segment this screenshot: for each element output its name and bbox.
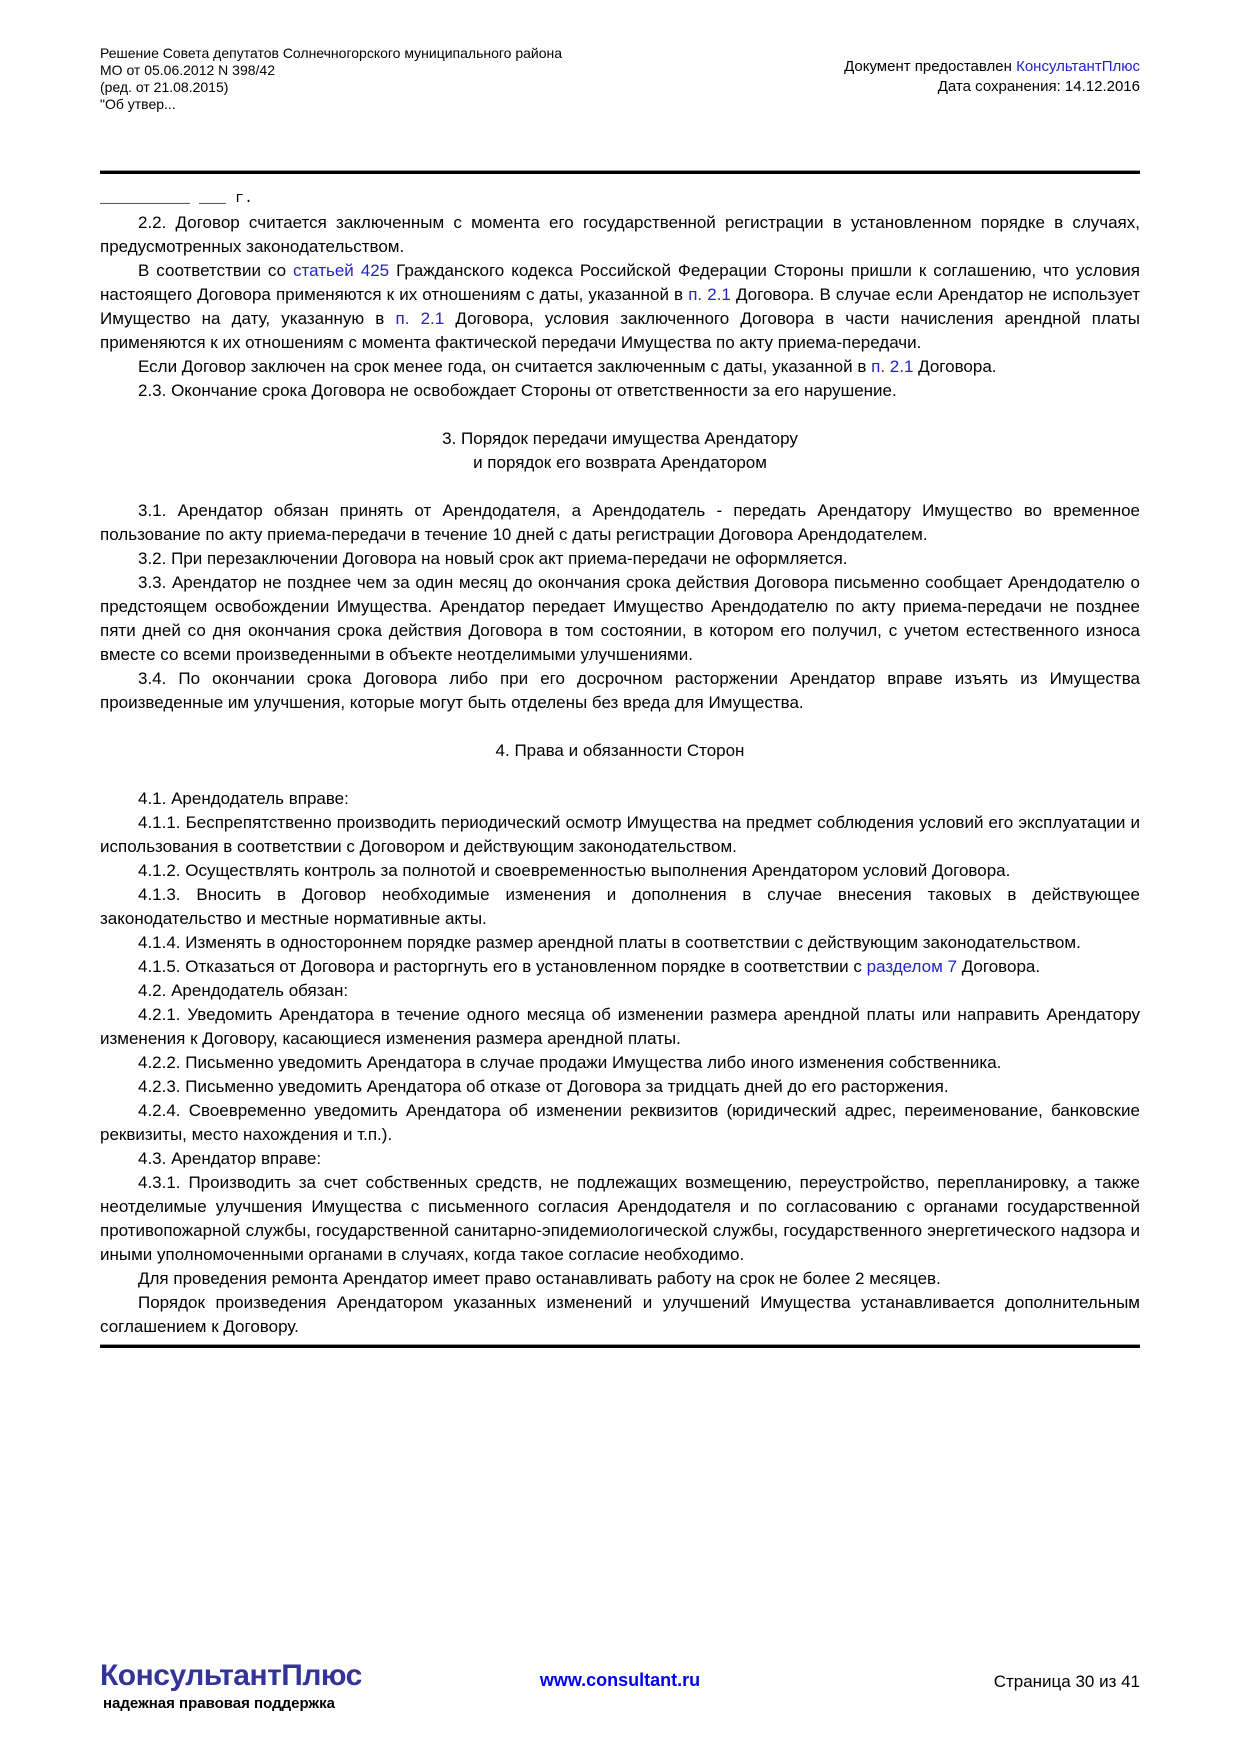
paragraph: 4.1.2. Осуществлять контроль за полнотой и своевременностью выполнения Арендатором условий Договора. xyxy=(138,861,1011,880)
doc-info-line: "Об утвер... xyxy=(100,96,176,112)
inline-link[interactable]: п. 2.1 xyxy=(688,285,731,304)
paragraph: 3.4. По окончании срока Договора либо при его досрочном расторжении Арендатор вправе изъять из Имущества произведенные им улучшения, которые могут быть отделены без вреда для Имущества. xyxy=(100,669,1140,712)
paragraph: 3.2. При перезаключении Договора на новый срок акт приема-передачи не оформляется. xyxy=(138,549,848,568)
logo-subtitle: надежная правовая поддержка xyxy=(103,1695,335,1712)
page-indicator: Страница 30 из 41 xyxy=(993,1672,1141,1691)
page-header xyxy=(100,45,1140,113)
footer-center xyxy=(447,1670,794,1712)
paragraph: Порядок произведения Арендатором указанных изменений и улучшений Имущества устанавливается дополнительным соглашением к Договору. xyxy=(100,1293,1140,1336)
doc-info-line: МО от 05.06.2012 N 398/42 xyxy=(100,62,275,78)
inline-link[interactable]: п. 2.1 xyxy=(871,357,914,376)
paragraph: 2.3. Окончание срока Договора не освобождает Стороны от ответственности за его нарушение. xyxy=(138,381,897,400)
inline-link[interactable]: статьей 425 xyxy=(293,261,390,280)
paragraph: 4.2. Арендодатель обязан: xyxy=(138,981,349,1000)
inline-link[interactable]: разделом 7 xyxy=(866,957,957,976)
doc-info-line: Решение Совета депутатов Солнечногорского муниципального района xyxy=(100,45,563,61)
logo-title: КонсультантПлюс xyxy=(100,1659,362,1692)
inline-link[interactable]: п. 2.1 xyxy=(395,309,445,328)
paragraph: 4.3. Арендатор вправе: xyxy=(138,1149,322,1168)
consultant-site-link[interactable]: www.consultant.ru xyxy=(539,1670,701,1690)
provided-by-line xyxy=(844,57,1140,77)
bottom-divider xyxy=(100,1344,1140,1348)
paragraph: Если Договор заключен на срок менее года, он считается заключенным с даты, указанной в п. 2.1 Договора. xyxy=(138,357,997,376)
paragraph: 4.1.4. Изменять в одностороннем порядке размер арендной платы в соответствии с действующим законодательством. xyxy=(138,933,1081,952)
paragraph: 4.3.1. Производить за счет собственных средств, не подлежащих возмещению, переустройство, перепланировку, а также неотделимые улучшения Имущества с письменного согласия Арендодателя и по согласованию с органами государственной противопожарной службы, государственной санитарно-эпидемиологической службы, государственного энергетического надзора и иными уполномоченными органами в случаях, когда такое согласие необходимо. xyxy=(100,1173,1140,1264)
paragraph: 3.1. Арендатор обязан принять от Арендодателя, а Арендодатель - передать Арендатору Имущество во временное пользование по акту приема-передачи в течение 10 дней с даты регистрации Договора Арендодателем. xyxy=(100,501,1140,544)
page-footer xyxy=(100,1659,1140,1712)
paragraph: 4.1.1. Беспрепятственно производить периодический осмотр Имущества на предмет соблюдения условий его эксплуатации и использования в соответствии с Договором и действующим законодательством. xyxy=(100,813,1140,856)
paragraph: 4.1.5. Отказаться от Договора и расторгнуть его в установленном порядке в соответствии с разделом 7 Договора. xyxy=(138,957,1041,976)
consultantplus-link[interactable]: КонсультантПлюс xyxy=(1016,58,1140,75)
section-heading-line: 4. Права и обязанности Сторон xyxy=(495,741,745,760)
paragraph: 3.3. Арендатор не позднее чем за один месяц до окончания срока действия Договора письменно сообщает Арендодателю о предстоящем освобождении Имущества. Арендатор передает Имущество Арендодателю по акту приема-передачи не позднее пяти дней со дня окончания срока действия Договора в том состоянии, в котором его получил, с учетом естественного износа вместе со всеми произведенными в объекте неотделимыми улучшениями. xyxy=(100,573,1140,664)
paragraph: 4.1. Арендодатель вправе: xyxy=(138,789,349,808)
paragraph: В соответствии со статьей 425 Гражданского кодекса Российской Федерации Стороны пришли к соглашению, что условия настоящего Договора применяются к их отношениям с даты, указанной в п. 2.1 Договора. В случае если Арендатор не использует Имущество на дату, указанную в п. 2.1 Договора, условия заключенного Договора в части начисления арендной платы применяются к их отношениям с момента фактической передачи Имущества по акту приема-передачи. xyxy=(100,261,1140,352)
save-date: Дата сохранения: 14.12.2016 xyxy=(937,78,1140,95)
paragraph: 4.2.1. Уведомить Арендатора в течение одного месяца об изменении размера арендной платы или направить Арендатору изменения к Договору, касающиеся изменения размера арендной платы. xyxy=(100,1005,1140,1048)
provided-by-label: Документ предоставлен xyxy=(844,58,1017,75)
section-heading-line: 3. Порядок передачи имущества Арендатору xyxy=(442,429,798,448)
fill-in-line: __________ ___ г. xyxy=(100,190,254,207)
top-divider xyxy=(100,170,1140,174)
paragraph: 4.2.3. Письменно уведомить Арендатора об отказе от Договора за тридцать дней до его расторжения. xyxy=(138,1077,949,1096)
section-heading-line: и порядок его возврата Арендатором xyxy=(473,453,767,472)
doc-info-line: (ред. от 21.08.2015) xyxy=(100,79,229,95)
document-body xyxy=(100,187,1140,1339)
paragraph: 4.2.4. Своевременно уведомить Арендатора об изменении реквизитов (юридический адрес, переименование, банковские реквизиты, место нахождения и т.п.). xyxy=(100,1101,1140,1144)
paragraph: 4.2.2. Письменно уведомить Арендатора в случае продажи Имущества либо иного изменения собственника. xyxy=(138,1053,1002,1072)
section-heading xyxy=(100,427,1140,475)
provided-by-block xyxy=(844,57,1140,113)
section-heading xyxy=(100,739,1140,763)
paragraph: 4.1.3. Вносить в Договор необходимые изменения и дополнения в случае внесения таковых в действующее законодательство и местные нормативные акты. xyxy=(100,885,1140,928)
consultantplus-logo xyxy=(100,1659,447,1712)
document-info xyxy=(100,45,562,113)
paragraph: 2.2. Договор считается заключенным с момента его государственной регистрации в установленном порядке в случаях, предусмотренных законодательством. xyxy=(100,213,1140,256)
paragraph: Для проведения ремонта Арендатор имеет право останавливать работу на срок не более 2 месяцев. xyxy=(138,1269,941,1288)
